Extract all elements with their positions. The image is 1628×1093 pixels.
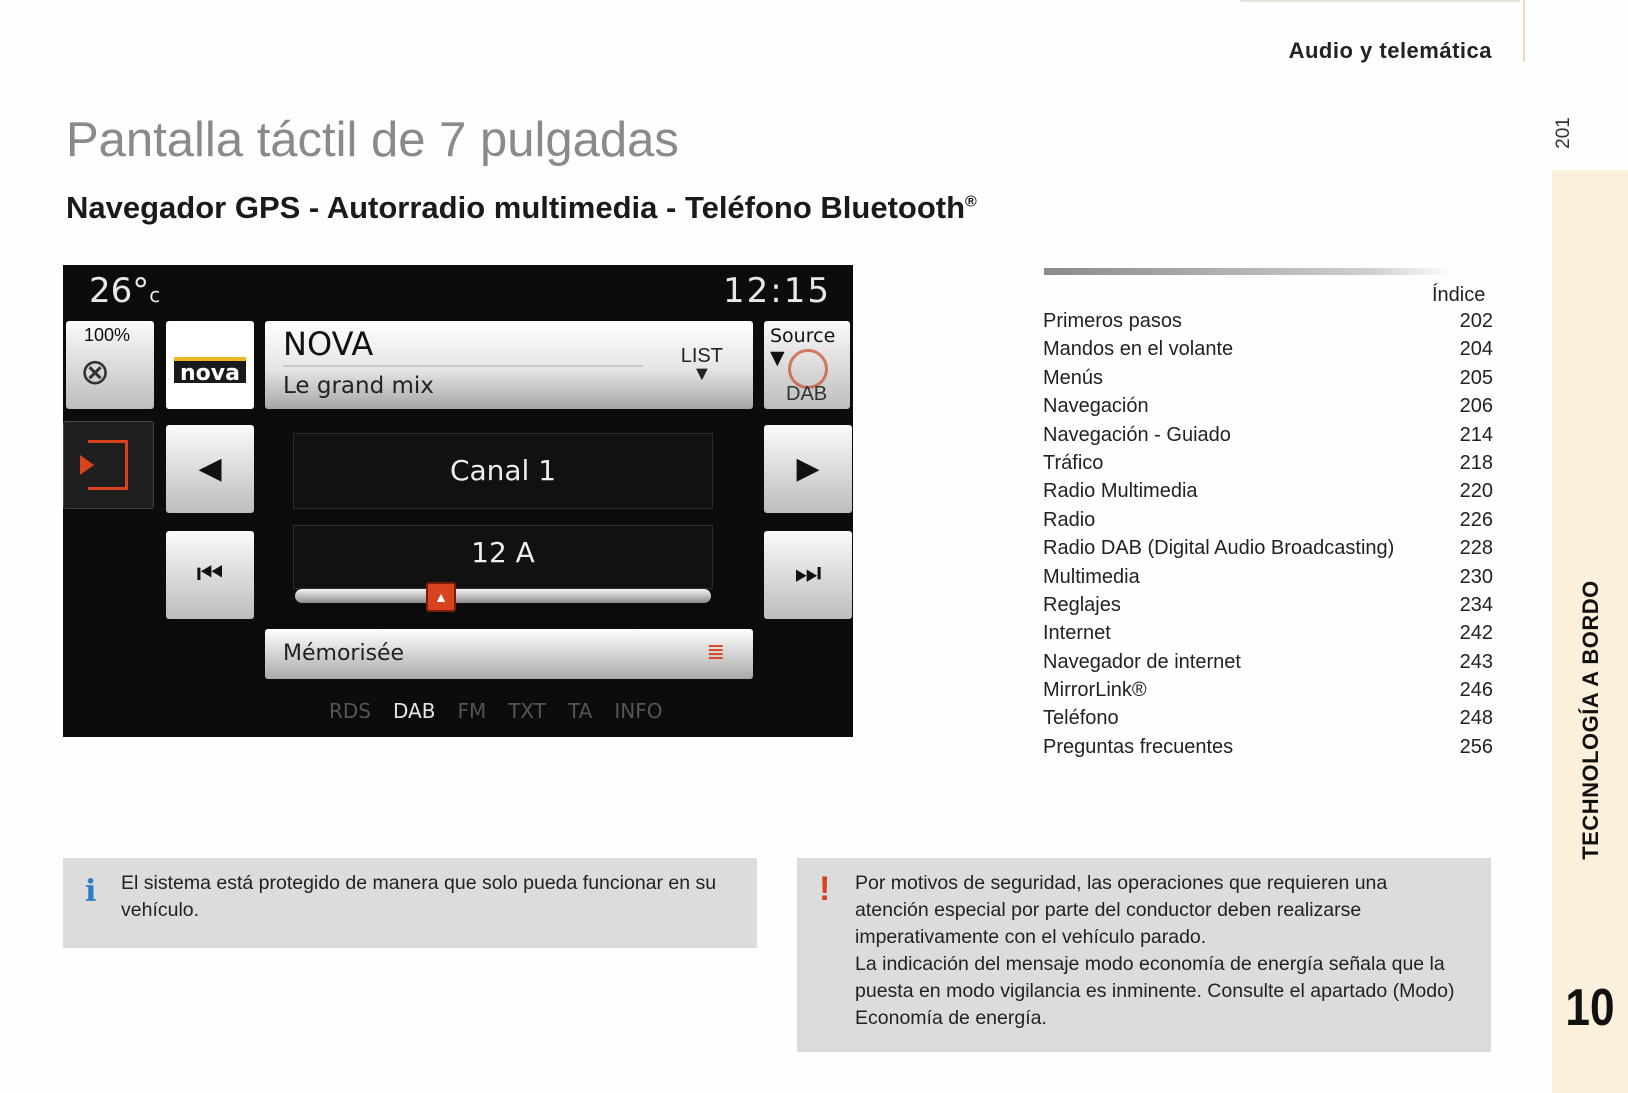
frequency-display: 12 A: [293, 525, 713, 589]
skip-forward-icon: ⏭: [794, 557, 822, 590]
chapter-tab-label: TECHNOLOGÍA A BORDO: [1578, 580, 1603, 860]
warning-note-text: [855, 870, 1457, 1032]
list-item[interactable]: Menús 205: [1043, 366, 1493, 389]
chapter-number: 10: [1565, 979, 1615, 1037]
top-tick: [1523, 0, 1525, 62]
station-name: NOVA: [283, 325, 374, 363]
tuning-slider[interactable]: [295, 589, 711, 603]
info-icon: i: [85, 874, 97, 909]
next-button[interactable]: [764, 425, 852, 513]
station-subtitle: Le grand mix: [283, 373, 434, 399]
status-rds[interactable]: RDS: [329, 699, 371, 723]
seek-forward-button[interactable]: [764, 531, 852, 619]
skip-back-icon: ⏮: [196, 557, 224, 590]
nova-logo: nova: [174, 357, 246, 383]
list-item[interactable]: Reglajes 234: [1043, 593, 1493, 616]
status-fm[interactable]: FM: [457, 699, 487, 723]
memorised-bar[interactable]: [265, 629, 753, 679]
warning-note: [797, 858, 1491, 1052]
list-item[interactable]: Tráfico 218: [1043, 451, 1493, 474]
info-note-text: El sistema está protegido de manera que solo pueda funcionar en su vehículo.: [121, 872, 717, 921]
top-rule: [1240, 0, 1520, 2]
clock-readout: 12:15: [723, 271, 831, 311]
list-item[interactable]: Navegador de internet 243: [1043, 650, 1493, 673]
list-item[interactable]: Mandos en el volante 204: [1043, 338, 1493, 361]
list-item[interactable]: Multimedia 230: [1043, 565, 1493, 588]
temperature-readout: 26°c: [89, 271, 161, 311]
divider: [283, 365, 643, 367]
index-header: Índice: [1432, 284, 1486, 306]
seek-back-button[interactable]: [166, 531, 254, 619]
previous-button[interactable]: [166, 425, 254, 513]
source-button[interactable]: [764, 321, 850, 409]
list-item[interactable]: Radio Multimedia 220: [1043, 480, 1493, 503]
arrow-icon: [80, 455, 94, 475]
list-button[interactable]: LIST ▼: [680, 345, 723, 385]
list-item[interactable]: Navegación 206: [1043, 395, 1493, 418]
list-item[interactable]: Radio 226: [1043, 508, 1493, 531]
index-list: [1043, 310, 1493, 764]
equalizer-icon: ≣: [706, 639, 725, 664]
page-title: Pantalla táctil de 7 pulgadas: [66, 113, 679, 167]
slider-handle[interactable]: ▲: [426, 582, 456, 612]
status-ta[interactable]: TA: [568, 699, 593, 723]
touchscreen-illustration: [63, 265, 853, 737]
status-info[interactable]: INFO: [614, 699, 663, 723]
page-number: 201: [1553, 117, 1574, 149]
info-note: [63, 858, 757, 948]
warning-icon: !: [819, 870, 831, 908]
list-item[interactable]: MirrorLink® 246: [1043, 679, 1493, 702]
mute-icon: ⊗: [80, 351, 111, 392]
status-dab[interactable]: DAB: [393, 699, 436, 723]
station-panel[interactable]: [265, 321, 753, 409]
warning-paragraph-2: La indicación del mensaje modo economía de energía señala que la puesta en modo vigilancia es inminente. Consulte el apartado (Modo) Economía de energía.: [855, 953, 1455, 1029]
list-item[interactable]: Teléfono 248: [1043, 707, 1493, 730]
list-item[interactable]: Internet 242: [1043, 622, 1493, 645]
volume-mute-button[interactable]: [66, 321, 154, 409]
status-txt[interactable]: TXT: [508, 699, 547, 723]
list-item[interactable]: Primeros pasos 202: [1043, 310, 1493, 332]
exit-icon: [88, 440, 128, 490]
back-button[interactable]: [63, 421, 154, 509]
channel-display: Canal 1: [293, 433, 713, 509]
source-label: Source ▼: [770, 325, 836, 369]
warning-paragraph-1: Por motivos de seguridad, las operaciones que requieren una atención especial por parte del conductor deben realizarse imperativamente con el vehículo parado.: [855, 872, 1388, 948]
section-title: Audio y telemática: [1288, 38, 1492, 63]
memorised-label: Mémorisée: [283, 641, 405, 666]
status-bar: [329, 699, 684, 723]
right-arrow-icon: ▶: [796, 452, 820, 485]
list-item[interactable]: Preguntas frecuentes 256: [1043, 735, 1493, 758]
page-subtitle: Navegador GPS - Autorradio multimedia - Teléfono Bluetooth®: [66, 190, 977, 225]
left-arrow-icon: ◀: [198, 452, 222, 485]
list-item[interactable]: Radio DAB (Digital Audio Broadcasting) 228: [1043, 537, 1493, 560]
source-band: DAB: [786, 383, 828, 405]
index-rule: [1044, 268, 1454, 275]
list-item[interactable]: Navegación - Guiado 214: [1043, 423, 1493, 446]
volume-level: 100%: [84, 325, 131, 345]
station-logo-button[interactable]: [166, 321, 254, 409]
